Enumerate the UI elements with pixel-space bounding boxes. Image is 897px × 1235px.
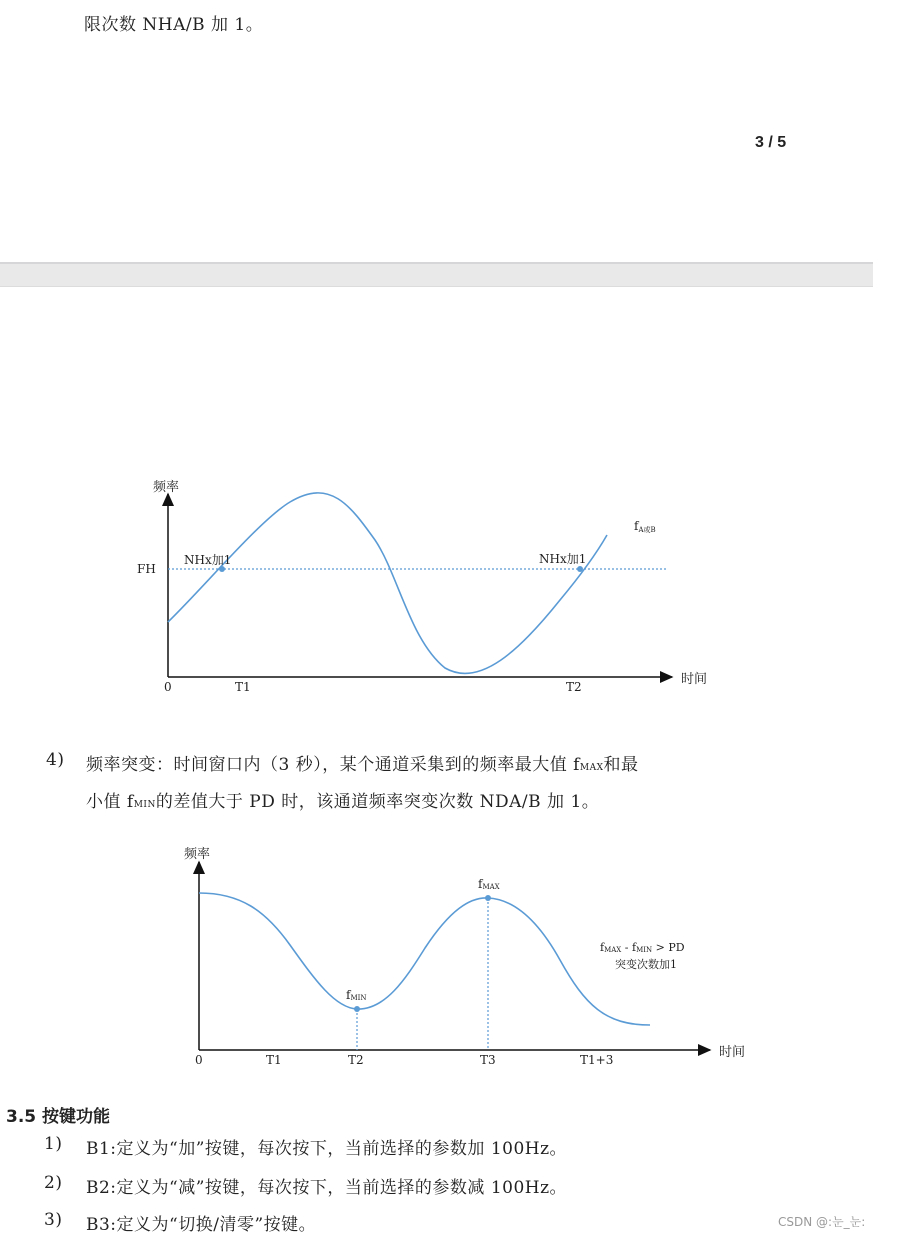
list-item-2-text: B2:定义为“减”按键，每次按下，当前选择的参数减 100Hz。 [86, 1178, 568, 1198]
item4-line1-sub: MAX [579, 763, 604, 773]
chart2-tick-t2: T2 [348, 1053, 364, 1067]
chart2-fmax-label: fMAX [478, 877, 500, 891]
page-number: 3 / 5 [755, 134, 787, 151]
chart2-origin: 0 [195, 1053, 203, 1067]
chart1-tick-t2: T2 [566, 680, 582, 694]
chart2-xlabel: 时间 [719, 1045, 746, 1060]
chart1-curve [168, 493, 607, 674]
chart1-ylabel: 频率 [153, 480, 180, 495]
chart1-point-t2 [577, 566, 583, 572]
watermark: CSDN @:눈_눈: [778, 1215, 866, 1229]
chart2-tick-t1: T1 [266, 1053, 282, 1067]
chart1-origin: 0 [164, 680, 172, 694]
list-item-3-num: 3) [44, 1210, 63, 1230]
chart1-fh-label: FH [137, 562, 156, 576]
top-text-line: 限次数 NHA/B 加 1。 [84, 15, 264, 35]
chart1-tick-t1: T1 [235, 680, 251, 694]
item4-line1-text: 频率突变：时间窗口内（3 秒），某个通道采集到的频率最大值 f [86, 755, 580, 775]
item4-line1-end: 和最 [603, 755, 639, 775]
chart1-xlabel: 时间 [681, 672, 708, 687]
list-item-3-text: B3:定义为“切换/清零”按键。 [86, 1215, 317, 1235]
chart2-ylabel: 频率 [184, 847, 211, 862]
item4-line2-sub: MIN [133, 800, 156, 810]
chart1-curve-label: fA或B [634, 519, 656, 534]
item4-number: 4) [46, 750, 65, 770]
chart2-condition-line2: 突变次数加1 [615, 958, 677, 971]
chart2-curve [199, 893, 650, 1025]
section-heading: 3.5 按键功能 [6, 1107, 111, 1127]
list-item-2-num: 2) [44, 1173, 63, 1193]
item4-line1 [86, 750, 639, 775]
item4-line2-end: 的差值大于 PD 时，该通道频率突变次数 NDA/B 加 1。 [155, 792, 600, 812]
item4-line2 [86, 787, 599, 812]
chart1-annotation-2: NHx加1 [539, 552, 587, 566]
chart2-fmin-label: fMIN [346, 988, 367, 1002]
chart2-point-fmin [354, 1006, 360, 1012]
chart2-condition-line1: fMAX - fMIN > PD [600, 941, 685, 954]
list-item-1-num: 1) [44, 1134, 63, 1154]
list-item-1-text: B1:定义为“加”按键，每次按下，当前选择的参数加 100Hz。 [86, 1139, 568, 1159]
chart2-tick-t13: T1+3 [580, 1053, 614, 1067]
chart1-annotation-1: NHx加1 [184, 553, 232, 567]
chart2-point-fmax [485, 895, 491, 901]
chart2-tick-t3: T3 [480, 1053, 496, 1067]
item4-line2-start: 小值 f [86, 792, 134, 812]
